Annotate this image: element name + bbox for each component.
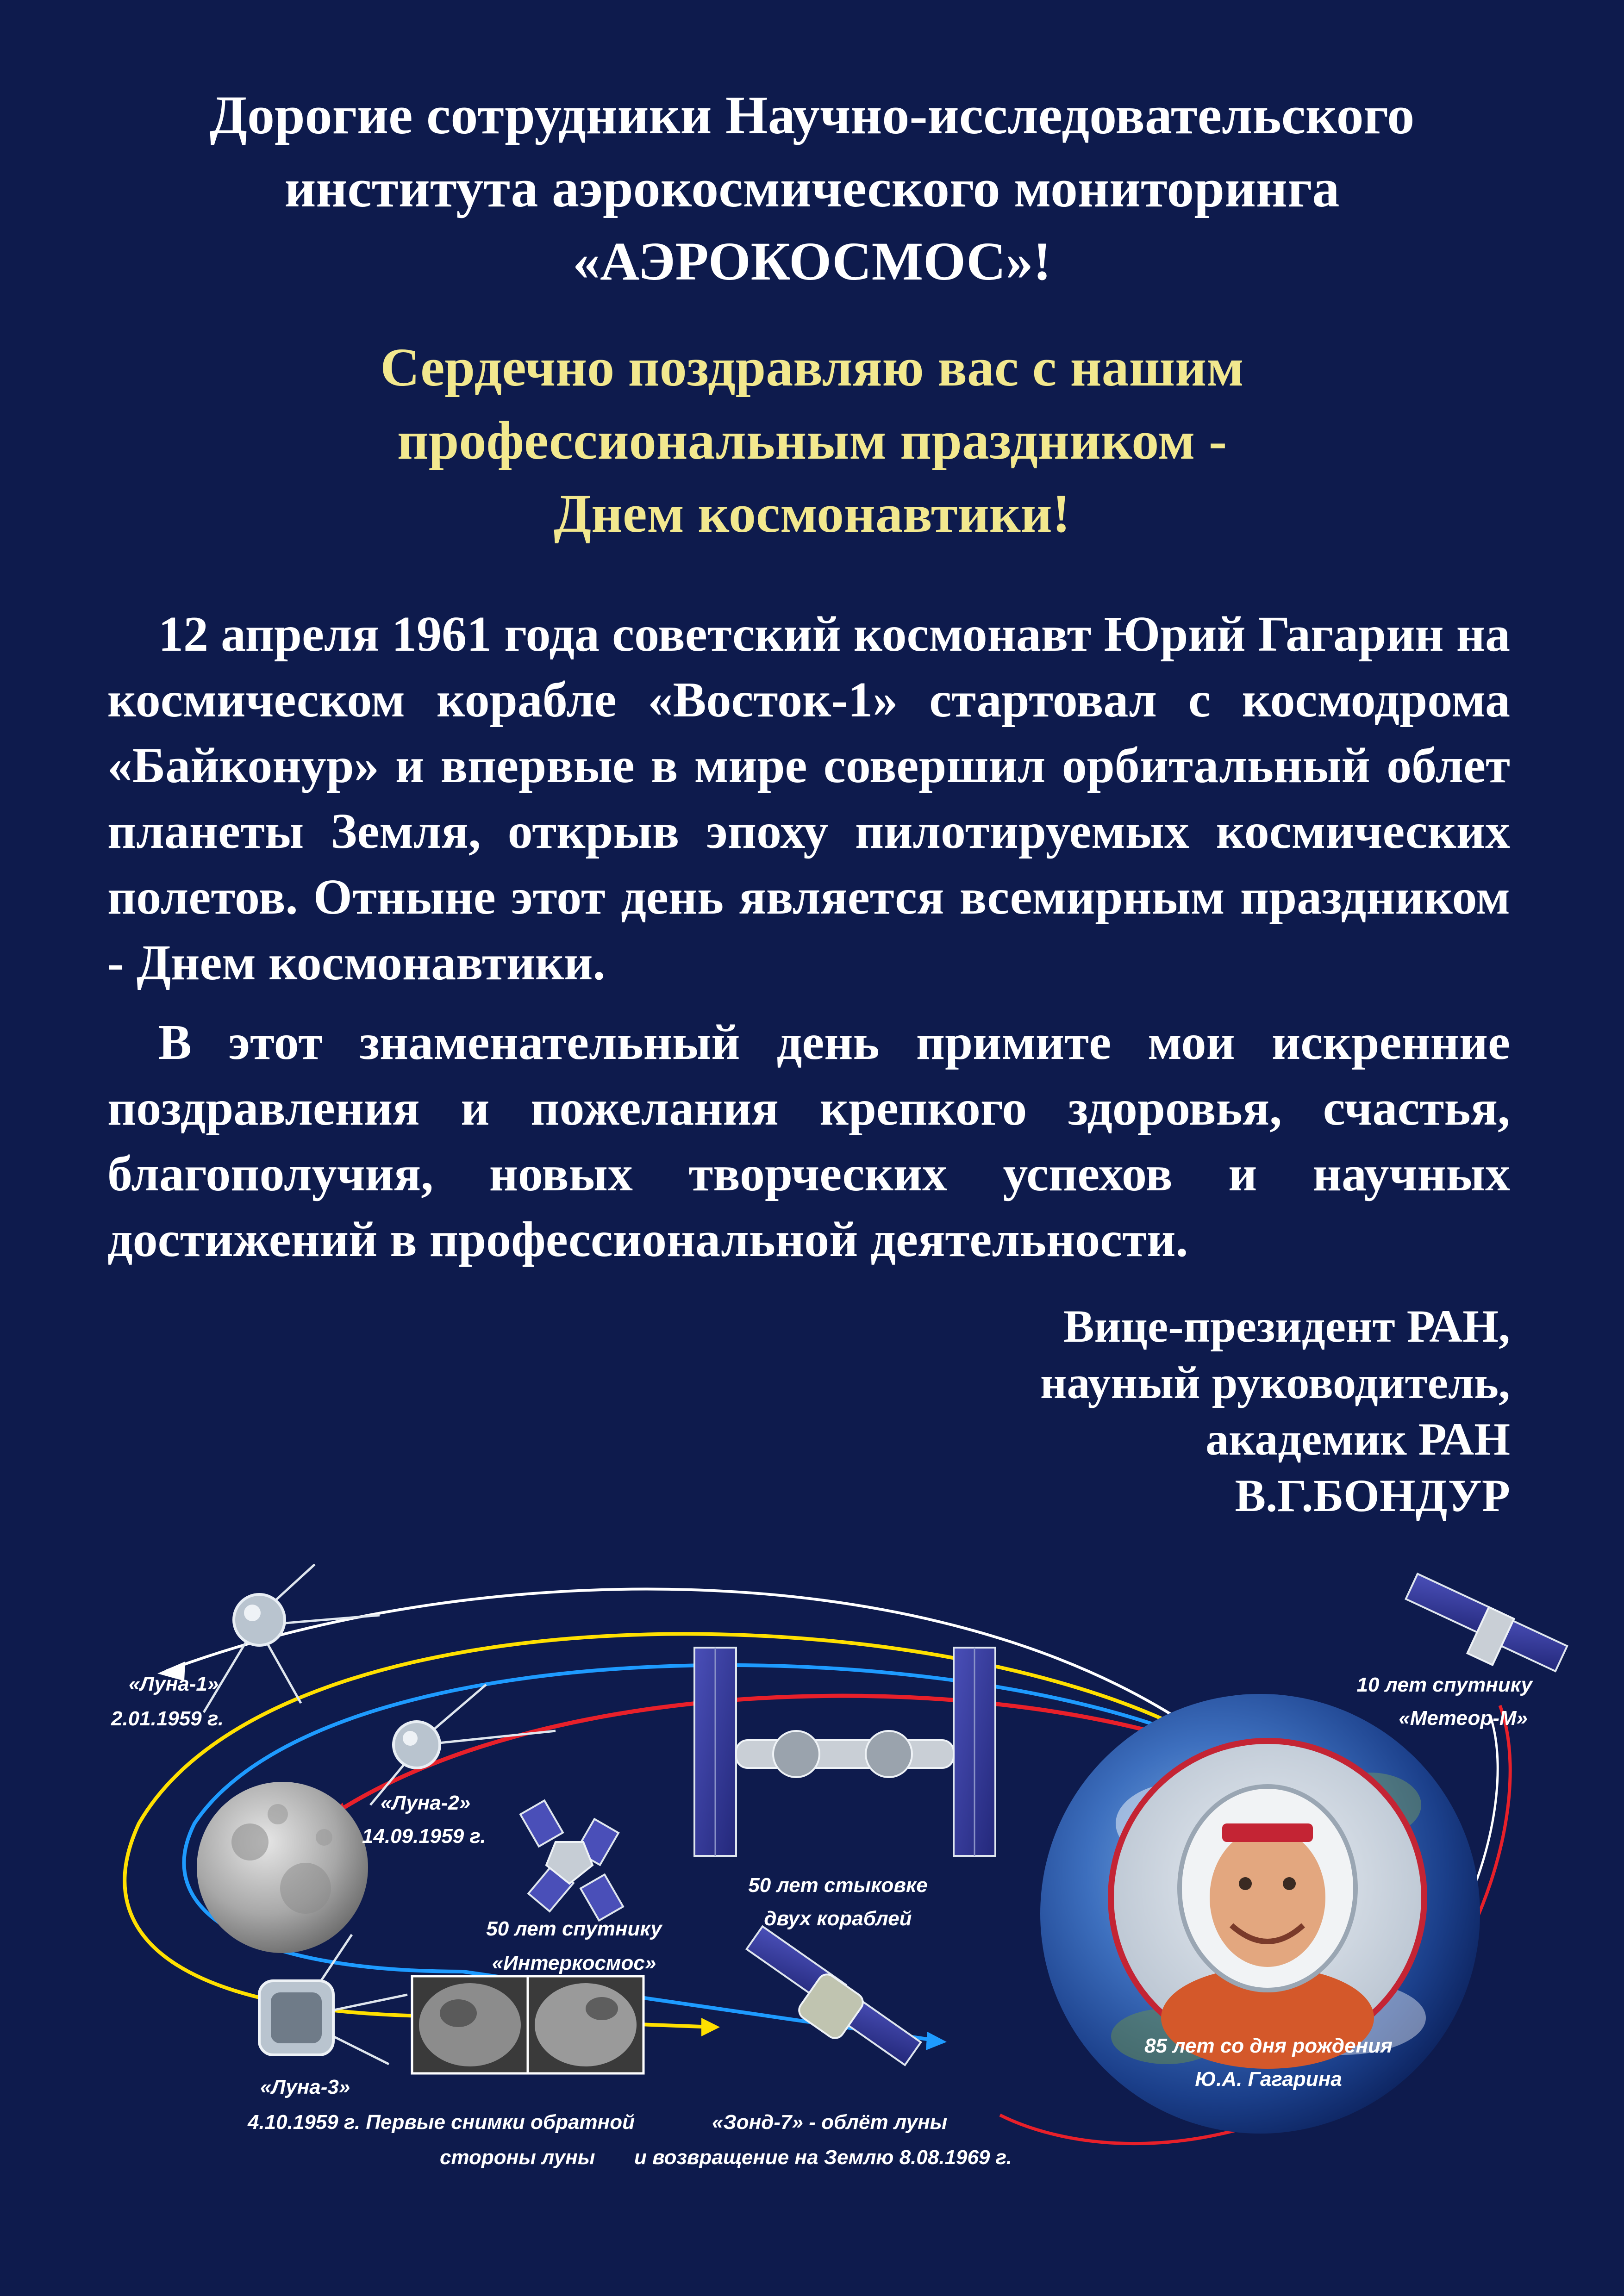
gagarin-caption-line1: 85 лет со дня рождения	[1144, 2035, 1393, 2057]
signature-name: В.Г.БОНДУР	[1235, 1470, 1510, 1521]
meteor-caption-line1: 10 лет спутнику	[1356, 1674, 1532, 1696]
zond-7-caption-line1: «Зонд-7» - облёт луны	[712, 2111, 948, 2134]
luna-1-satellite-icon	[204, 1564, 380, 1712]
interkosmos-caption-line2: «Интеркосмос»	[492, 1952, 656, 1974]
space-history-illustration	[0, 1564, 1624, 2296]
congrats-line: профессиональным праздником -	[397, 410, 1227, 471]
greeting-heading	[93, 79, 1531, 298]
body-paragraph: 12 апреля 1961 года советский космонавт Юрий Гагарин на космическом корабле «Восток-1» стартовал с космодрома «Байконур» и впервые в мире совершил орбитальный облет планеты Земля, открыв эпоху пилотируемых космических полетов. Отныне этот день является всемирным праздником - Днем космонавтики.	[107, 607, 1510, 990]
luna-3-caption-line1: 4.10.1959 г. Первые снимки обратной	[248, 2111, 635, 2134]
luna-3-caption-line2: стороны луны	[440, 2146, 595, 2169]
luna-3-satellite-icon	[259, 1935, 407, 2064]
zond-7-caption-line2: и возвращение на Землю 8.08.1969 г.	[634, 2146, 1012, 2169]
docking-caption-line1: 50 лет стыковке	[748, 1874, 928, 1897]
signature-line: Вице-президент РАН,	[1063, 1300, 1510, 1352]
greeting-line: «АЭРОКОСМОС»!	[573, 231, 1051, 292]
far-side-photos	[412, 1976, 643, 2073]
congrats-line: Сердечно поздравляю вас с нашим	[380, 337, 1244, 398]
moon-icon	[197, 1782, 368, 1953]
luna-1-name: «Луна-1»	[129, 1673, 219, 1695]
zond-7-spacecraft-icon	[747, 1926, 921, 2065]
meteor-m-satellite-icon	[1406, 1574, 1567, 1671]
signature-line: академик РАН	[1206, 1413, 1510, 1465]
luna-1-date: 2.01.1959 г.	[111, 1707, 224, 1730]
gagarin-caption-line2: Ю.А. Гагарина	[1195, 2068, 1342, 2091]
orbit-blue-arrowhead	[926, 2032, 947, 2050]
luna-2-name: «Луна-2»	[381, 1792, 471, 1814]
interkosmos-caption-line1: 50 лет спутнику	[486, 1917, 662, 1940]
orbit-yellow-arrowhead	[701, 2018, 720, 2036]
luna-3-name: «Луна-3»	[260, 2076, 350, 2098]
meteor-caption-line2: «Метеор-М»	[1399, 1707, 1528, 1730]
congrats-heading	[93, 331, 1531, 550]
interkosmos-satellite-icon	[520, 1800, 623, 1920]
signature-line: науный руководитель,	[1040, 1357, 1510, 1408]
signature-block	[862, 1298, 1510, 1524]
luna-2-date: 14.09.1959 г.	[362, 1825, 486, 1848]
congrats-line: Днем космонавтики!	[553, 483, 1071, 544]
body-paragraph: В этот знаменательный день примите мои искренние поздравления и пожелания крепкого здоровья, счастья, благополучия, новых творческих успехов и научных достижений в профессиональной деятельности.	[107, 1015, 1510, 1267]
docking-caption-line2: двух кораблей	[764, 1907, 912, 1930]
greeting-line: Дорогие сотрудники Научно-исследовательского	[209, 85, 1415, 145]
greeting-line: института аэрокосмического мониторинга	[284, 158, 1340, 218]
letter-body	[107, 602, 1510, 1287]
